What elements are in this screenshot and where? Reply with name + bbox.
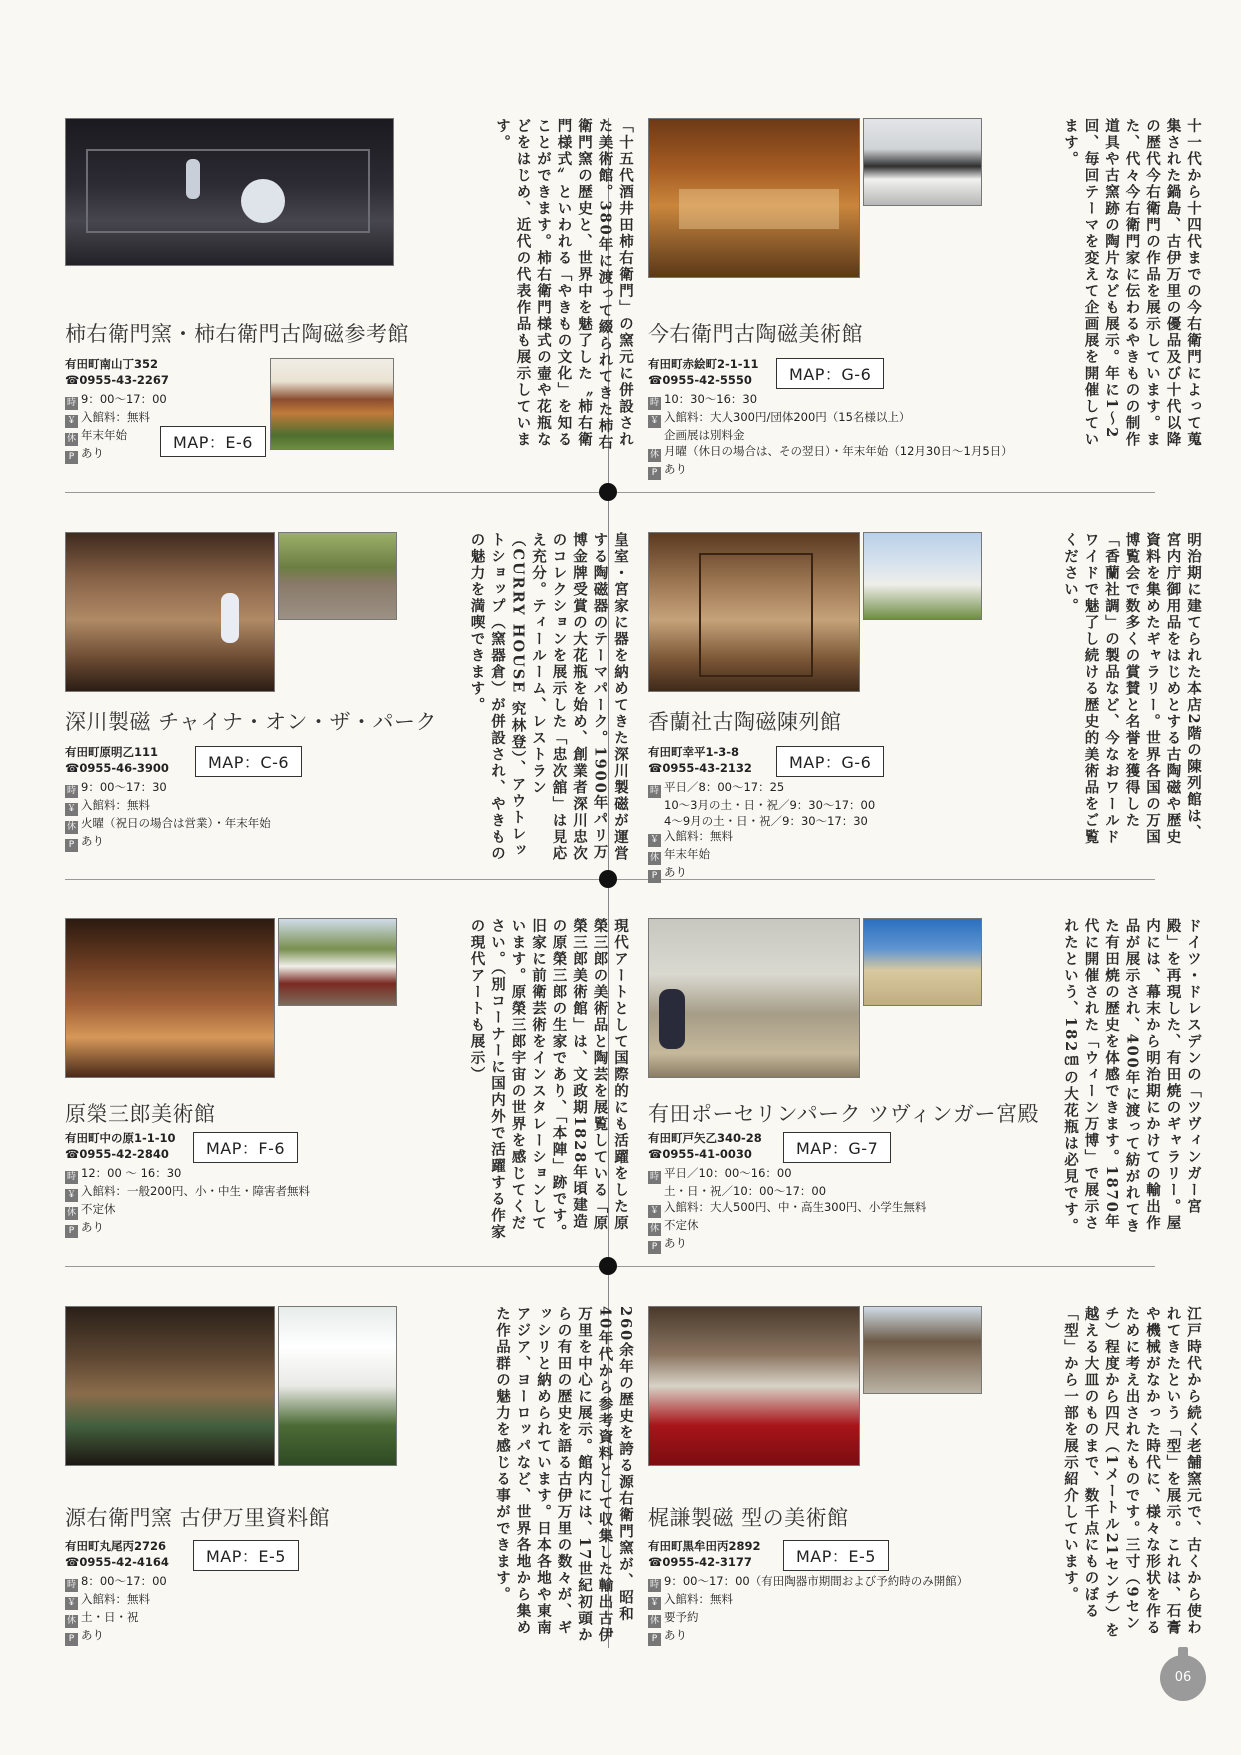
clock-icon: 時 [66,1580,76,1590]
info-row-closed [65,1202,310,1220]
parking-icon: P [65,839,78,852]
divider-dot [599,1257,617,1275]
address [65,1130,176,1162]
yen-icon: ￥ [66,1190,76,1200]
info-row-hours-3: 4～9月の土・日・祝／9：30～17：30 [664,813,868,828]
map-reference: MAP：C-6 [195,746,302,777]
museum-card-hara [65,918,629,1313]
info-row-closed [648,444,1013,462]
clock-icon: 時 [66,398,76,408]
fee-text: 入館料：無料 [664,829,733,843]
museum-card-kakiemon [65,118,634,513]
info-row-closed [648,1610,968,1628]
info-list [648,392,1013,480]
museum-title: 深川製磁 チャイナ・オン・ザ・パーク [65,710,438,734]
hours-text: 12：00 ～ 16：30 [81,1166,182,1180]
address-text: 有田町丸尾丙2726 [65,1539,167,1553]
address [65,356,169,388]
fee-text: 入館料：無料 [81,1592,150,1606]
parking-icon: P [65,451,78,464]
info-list [648,1574,968,1646]
parking-text: あり [81,834,104,848]
info-row-fee [65,1184,310,1202]
info-row-hours-2: 土・日・祝／10：00～17：00 [664,1184,827,1198]
parking-text: あり [81,1220,104,1234]
info-row-closed [65,816,271,834]
closed-text: 土・日・祝 [81,1610,139,1624]
yen-icon: ￥ [649,835,659,845]
parking-text: あり [664,1235,687,1250]
info-list [65,780,271,852]
closed-icon: 休 [649,853,659,863]
info-row-closed [648,1218,926,1236]
info-row-hours-2: 10～3月の土・日・祝／9：30～17：00 [664,798,876,812]
map-reference: MAP：E-6 [160,426,266,457]
info-row-fee [65,410,167,428]
phone-number: ☎0955-42-4164 [65,1555,169,1569]
museum-card-porcelain-park [648,918,1202,1313]
map-reference: MAP：E-5 [783,1540,889,1571]
address-text: 有田町赤絵町2-1-11 [648,357,759,371]
info-row-parking [648,462,1013,480]
info-row-fee [648,1592,968,1610]
exterior-photo [278,532,397,620]
parking-icon: P [648,870,661,883]
hours-text: 平日／8：00～17：25 [664,780,785,794]
museum-title: 柿右衛門窯・柿右衛門古陶磁参考館 [65,322,409,346]
museum-interior-photo [65,1306,275,1466]
parking-icon: P [648,1241,661,1254]
closed-icon: 休 [66,1616,76,1626]
address [648,1130,762,1162]
phone-number: ☎0955-42-5550 [648,373,752,387]
fee-text: 入館料：一般200円、小・中生・障害者無料 [81,1184,310,1198]
description: 十一代から十四代までの今右衛門によって蒐集された鍋島、古伊万里の優品及び十代以降の歴代今右衛門の作品を展示しています。また、代々今右衛門家に伝わるやきものの制作道具や古窯跡の陶片なども展示。年に1～2回、毎回テーマを変えて企画展を開催しています。 [1062,118,1202,448]
exterior-photo [863,118,982,206]
address [648,744,752,776]
map-reference: MAP：E-5 [193,1540,299,1571]
info-row-parking [65,834,271,852]
closed-icon: 休 [649,1223,659,1234]
divider-dot [599,870,617,888]
closed-text: 年末年始 [664,847,710,861]
info-row-hours [648,1574,968,1592]
closed-text: 要予約 [664,1610,699,1624]
info-row-closed [648,847,875,865]
info-row-hours [648,392,1013,410]
yen-icon: ￥ [66,416,76,426]
hours-text: 9：00～17：30 [81,780,167,794]
hours-text: 平日／10：00～16：00 [664,1166,792,1180]
description: 皇室・宮家に器を納めてきた深川製磁が運営する陶磁器のテーマパーク。1900年パリ万博金牌受賞の大花瓶を始め、創業者深川忠次のコレクションを展示した「忠次舘」は見応え充分。ティールーム、レストラン（CURRY HOUSE 究林登）、アウトレットショップ（窯器倉）が併設され、やきものの魅力を満喫できます。 [468,532,629,862]
fee-text: 入館料：大人300円/団体200円（15名様以上） [664,410,911,424]
info-row-hours [65,780,271,798]
parking-icon: P [648,467,661,480]
museum-interior-photo [648,118,860,278]
museum-title: 香蘭社古陶磁陳列館 [648,710,842,734]
phone-number: ☎0955-41-0030 [648,1147,752,1161]
museum-interior-photo [648,918,860,1078]
info-row-parking [648,1236,926,1254]
info-row-closed [65,428,167,446]
exterior-photo [270,358,394,450]
museum-interior-photo [648,1306,860,1466]
page-number: 06 [1160,1655,1206,1701]
phone-number: ☎0955-43-2267 [65,373,169,387]
info-row-fee [648,410,1013,428]
phone-number: ☎0955-43-2132 [648,761,752,775]
museum-title: 原榮三郎美術館 [65,1102,216,1126]
divider-dot [599,483,617,501]
map-reference: MAP：G-6 [776,358,884,389]
phone-number: ☎0955-46-3900 [65,761,169,775]
closed-icon: 休 [649,1616,659,1626]
address-text: 有田町幸平1-3-8 [648,745,740,759]
parking-text: あり [81,446,104,460]
map-reference: MAP：G-6 [776,746,884,777]
info-row-parking [648,865,875,883]
hours-text: 9：00～17：00（有田陶器市期間および予約時のみ開館） [664,1574,969,1588]
parking-icon: P [648,1633,661,1646]
info-list [65,1574,167,1646]
address [65,1538,169,1570]
closed-text: 不定休 [664,1217,699,1232]
museum-interior-photo [65,118,394,266]
info-row-parking [648,1628,968,1646]
museum-interior-photo [65,918,275,1078]
closed-text: 年末年始 [81,428,127,442]
yen-icon: ￥ [66,1598,76,1608]
address-text: 有田町南山丁352 [65,357,159,371]
clock-icon: 時 [66,786,76,796]
exterior-photo [278,1306,397,1466]
address [648,1538,761,1570]
info-row-parking [65,446,167,464]
info-row-hours [65,1574,167,1592]
museum-card-koransha [648,532,1202,927]
parking-icon: P [65,1633,78,1646]
clock-icon: 時 [649,786,659,796]
description: 「十五代酒井田柿右衛門」の窯元に併設された美術館。380年に渡って綴られてきた柿右衛門窯の歴史と、世界中を魅了した〝柿右衛門様式〟といわれる「やきもの文化」を知ることができます。柿右衛門様式の壷や花瓶などをはじめ、近代の代表作品も展示しています。 [494,118,634,452]
museum-interior-photo [648,532,860,692]
yen-icon: ￥ [649,1598,659,1608]
closed-icon: 休 [66,434,76,444]
description: 260余年の歴史を誇る源右衛門窯が、昭和40年代から参考資料として収集した輸出古伊万里を中心に展示。館内には、17世紀初頭からの有田の歴史を語る古伊万里の数々が、ギッシリと納められています。日本各地や東南アジア、ヨーロッパなど、世界各地から集めた作品群の魅力を感じる事ができます。 [494,1306,634,1644]
museum-interior-photo [65,532,275,692]
description: ドイツ・ドレスデンの「ツヴィンガー宮殿」を再現した、有田焼のギャラリー。屋内には、幕末から明治期にかけての輸出作品が展示され、400年に渡って紡がれてきた有田焼の歴史を体感できます。1870年代に開催された「ウィーン万博」で展示されたという、182㎝の大花瓶は必見です。 [1062,918,1202,1235]
phone-number: ☎0955-42-2840 [65,1147,169,1161]
info-row-fee [65,798,271,816]
parking-icon: P [65,1225,78,1238]
museum-title: 源右衛門窯 古伊万里資料館 [65,1506,331,1530]
museum-title: 有田ポーセリンパーク ツヴィンガー宮殿 [648,1102,1040,1126]
exterior-photo [863,1306,982,1394]
museum-title: 今右衛門古陶磁美術館 [648,322,863,346]
yen-icon: ￥ [649,416,659,426]
museum-title: 梶謙製磁 型の美術館 [648,1506,849,1530]
map-reference: MAP：F-6 [193,1132,298,1163]
clock-icon: 時 [66,1172,76,1182]
description: 現代アートとして国際的にも活躍をした原榮三郎の美術品と陶芸を展覧している「原榮三郎美術館」は、文政期1828年頃建造の原榮三郎の生家であり、「本陣」跡です。旧家に前衛芸術をインスタレーションしています。原榮三郎宇宙の世界を感じてください。（別コーナーに国内外で活躍する作家の現代アートも展示） [468,918,629,1241]
info-list [65,1166,310,1238]
address-text: 有田町黒牟田丙2892 [648,1539,761,1553]
fee-text: 入館料：無料 [81,410,150,424]
info-list [648,1166,926,1254]
parking-text: あり [81,1628,104,1642]
exterior-photo [863,918,982,1006]
info-row-hours [648,780,875,798]
exterior-photo [278,918,397,1006]
museum-card-imaemon [648,118,1202,513]
exterior-photo [863,532,982,620]
fee-text: 入館料：無料 [664,1592,733,1606]
museum-card-genemon [65,1306,634,1701]
closed-icon: 休 [66,822,76,832]
info-row-closed [65,1610,167,1628]
info-row-fee-note: 企画展は別料金 [664,428,745,442]
description: 江戸時代から続く老舗窯元で、古くから使われてきたという「型」を展示。これは、石膏や機械がなかった時代に、様々な形状を作るために考え出されたものです。三寸（9センチ）程度から四尺（1メートル21センチ）を越える大皿のものまで、数千点にものぼる「型」から一部を展示紹介しています。 [1062,1306,1202,1640]
info-row-parking [65,1628,167,1646]
parking-text: あり [664,865,687,879]
hours-text: 8：00～17：00 [81,1574,167,1588]
closed-text: 不定休 [81,1202,116,1216]
hours-text: 9：00～17：00 [81,392,167,406]
info-row-fee [648,829,875,847]
address-text: 有田町中の原1-1-10 [65,1131,176,1145]
yen-icon: ￥ [66,804,76,814]
info-row-hours [648,1166,926,1184]
description: 明治期に建てられた本店2階の陳列館は、宮内庁御用品をはじめとする古陶磁や歴史資料を集めたギャラリー。世界各国の万国博覧会で数多くの賞賛と名誉を獲得した「香蘭社調」の製品など、今なおワールドワイドで魅了し続ける歴史的美術品をご覧ください。 [1062,532,1202,846]
closed-icon: 休 [649,449,659,460]
info-row-parking [65,1220,310,1238]
fee-text: 入館料：大人500円、中・高生300円、小学生無料 [664,1199,927,1214]
address [65,744,169,776]
clock-icon: 時 [649,1580,659,1590]
museum-card-fukagawa [65,532,629,927]
info-list [65,392,167,464]
address [648,356,759,388]
fee-text: 入館料：無料 [81,798,150,812]
clock-icon: 時 [649,1172,659,1182]
parking-text: あり [664,1628,687,1642]
phone-number: ☎0955-42-3177 [648,1555,752,1569]
address-text: 有田町原明乙111 [65,745,159,759]
closed-text: 火曜（祝日の場合は営業）・年末年始 [81,816,271,830]
info-list [648,780,875,883]
closed-icon: 休 [66,1208,76,1218]
info-row-fee [648,1200,926,1218]
info-row-hours [65,392,167,410]
info-row-fee [65,1592,167,1610]
map-reference: MAP：G-7 [783,1132,891,1163]
address-text: 有田町戸矢乙340-28 [648,1131,762,1145]
parking-text: あり [664,461,687,476]
info-row-hours [65,1166,310,1184]
hours-text: 10：30～16：30 [664,392,758,406]
closed-text: 月曜（休日の場合は、その翌日）・年末年始（12月30日～1月5日） [664,443,1013,458]
clock-icon: 時 [649,398,659,408]
yen-icon: ￥ [649,1205,659,1216]
